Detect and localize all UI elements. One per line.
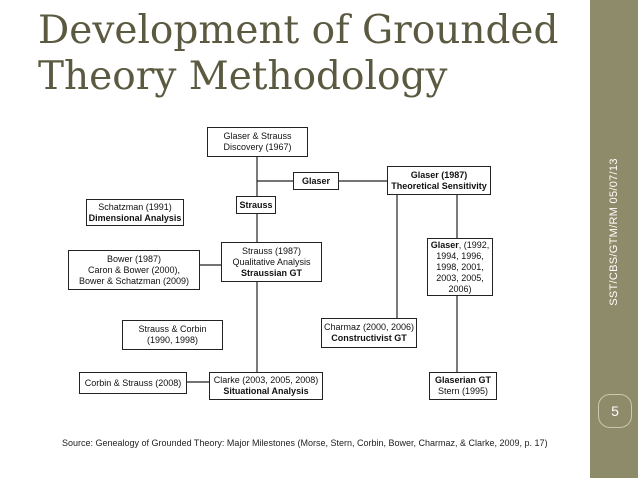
box-text: 1994, 1996, xyxy=(436,250,484,261)
page-number: 5 xyxy=(611,403,619,419)
page-number-badge xyxy=(598,394,632,428)
box-text-bold: Glaser xyxy=(430,239,459,250)
box-text: Bower (1987) xyxy=(106,253,162,264)
box-text: Strauss & Corbin xyxy=(138,324,207,334)
side-label: SST/CBS/GTM/RM 05/07/13 xyxy=(608,158,620,306)
box-text xyxy=(431,240,490,251)
box-strauss-1987 xyxy=(221,242,322,282)
box-text: Constructivist GT xyxy=(331,333,407,343)
box-glaserian-gt xyxy=(429,372,497,400)
box-glaser-strauss-discovery xyxy=(207,127,308,157)
box-text: Clarke (2003, 2005, 2008) xyxy=(213,375,319,385)
box-text: Caron & Bower (2000), xyxy=(87,264,181,275)
box-text: Corbin & Strauss (2008) xyxy=(84,377,182,388)
box-glaser-1987 xyxy=(387,166,491,195)
box-corbin-strauss-2008 xyxy=(79,372,187,394)
box-text: Theoretical Sensitivity xyxy=(391,180,487,191)
box-strauss xyxy=(236,196,276,214)
source-citation: Source: Genealogy of Grounded Theory: Major Milestones (Morse, Stern, Corbin, Bower, Charmaz, & Clarke, 2009, p. 17) xyxy=(62,438,548,448)
box-text: Glaserian GT xyxy=(434,375,492,385)
box-glaser xyxy=(293,172,339,190)
box-text: Glaser (1987) xyxy=(410,169,468,180)
box-text: Strauss (1987) xyxy=(241,245,302,256)
box-text: Qualitative Analysis xyxy=(232,256,311,267)
box-text: Strauss xyxy=(239,199,273,210)
box-bower xyxy=(68,250,200,290)
box-text: Situational Analysis xyxy=(223,386,309,396)
box-text: Straussian GT xyxy=(240,267,303,278)
box-clarke xyxy=(209,372,323,400)
slide-title-line1: Development of Grounded xyxy=(38,8,559,53)
box-text: Schatzman (1991) xyxy=(98,201,172,212)
box-text: Glaser & Strauss xyxy=(223,131,292,141)
slide-title-line2: Theory Methodology xyxy=(38,54,448,99)
box-text: 2003, 2005, xyxy=(436,272,484,283)
box-schatzman xyxy=(86,199,184,226)
box-charmaz xyxy=(321,318,417,348)
box-text: Bower & Schatzman (2009) xyxy=(78,275,190,286)
box-text: 2006) xyxy=(448,283,472,294)
box-text: Dimensional Analysis xyxy=(88,212,182,223)
box-text: Stern (1995) xyxy=(437,386,489,396)
box-text: Discovery (1967) xyxy=(223,142,292,152)
box-text: Charmaz (2000, 2006) xyxy=(323,322,415,332)
box-strauss-corbin xyxy=(122,320,223,350)
box-text: (1990, 1998) xyxy=(146,335,199,345)
box-text-rest: , (1992, xyxy=(458,239,490,250)
box-text: Glaser xyxy=(301,175,331,186)
box-glaser-list xyxy=(427,238,493,296)
box-text: 1998, 2001, xyxy=(436,261,484,272)
